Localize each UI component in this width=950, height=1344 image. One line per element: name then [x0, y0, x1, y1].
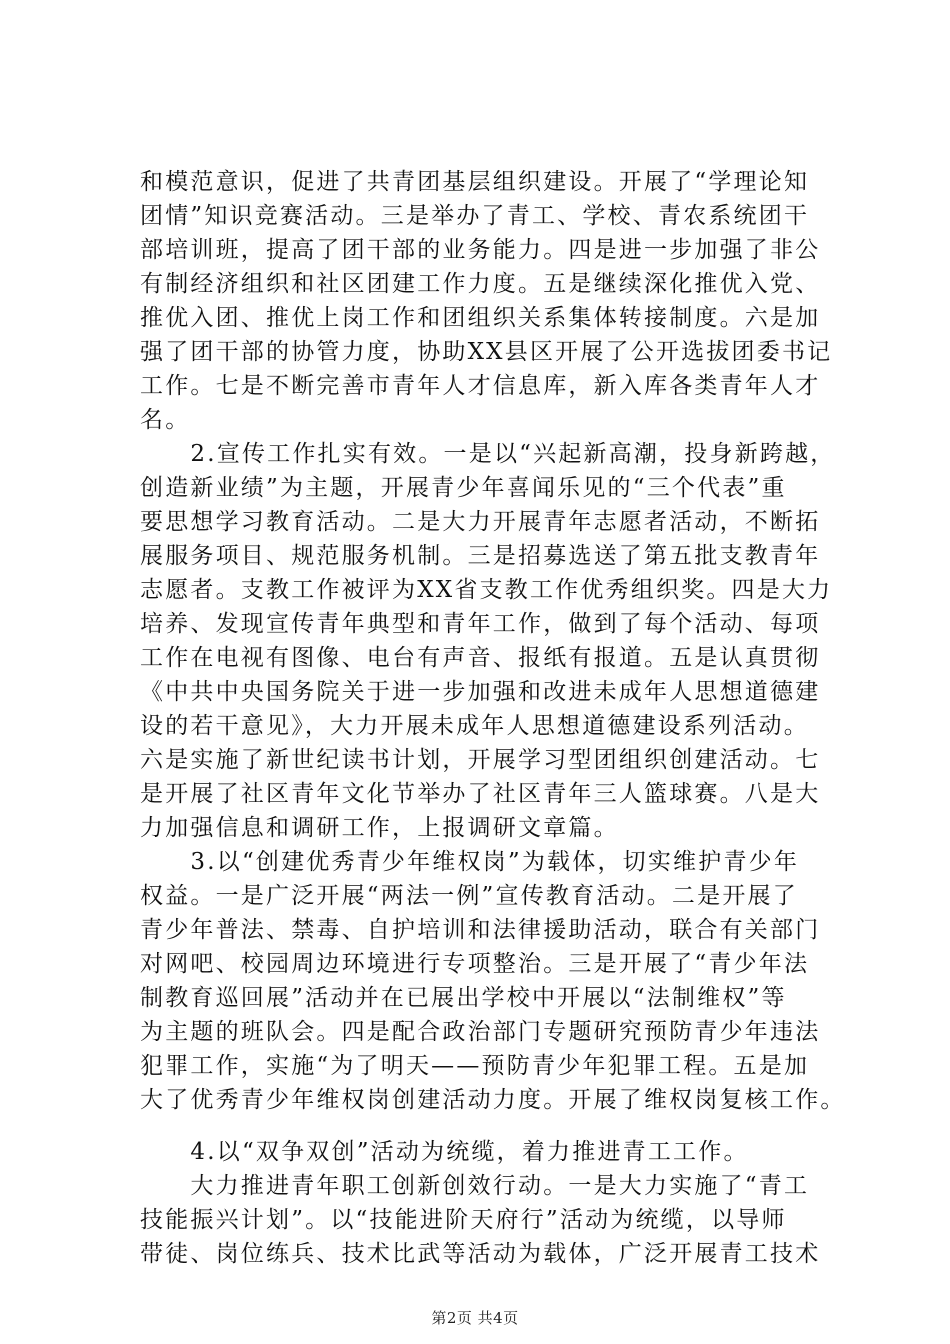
text-line: 3.以“创建优秀青少年维权岗”为载体，切实维护青少年 — [140, 849, 800, 875]
text-line: 大力推进青年职工创新创效行动。一是大力实施了“青工 — [140, 1173, 810, 1199]
text-line: 六是实施了新世纪读书计划，开展学习型团组织创建活动。七 — [140, 747, 821, 773]
text-line: 带徒、岗位练兵、技术比武等活动为载体，广泛开展青工技术 — [140, 1241, 821, 1267]
text-line: 对网吧、校园周边环境进行专项整治。三是开展了“青少年法 — [140, 951, 810, 977]
text-line: 设的若干意见》，大力开展未成年人思想道德建设系列活动。 — [140, 713, 809, 739]
text-line: 名。 — [140, 407, 191, 433]
text-line: 《中共中央国务院关于进一步加强和改进未成年人思想道德建 — [140, 679, 821, 705]
text-line: 力加强信息和调研工作，上报调研文章篇。 — [140, 815, 619, 841]
text-line: 志愿者。支教工作被评为XX省支教工作优秀组织奖。四是大力 — [140, 577, 833, 603]
text-line: 4.以“双争双创”活动为统缆，着力推进青工工作。 — [140, 1139, 749, 1165]
text-line: 创造新业绩”为主题，开展青少年喜闻乐见的“三个代表”重 — [140, 475, 787, 501]
text-line: 团情”知识竞赛活动。三是举办了青工、学校、青农系统团干 — [140, 203, 810, 229]
text-line: 工作在电视有图像、电台有声音、报纸有报道。五是认真贯彻 — [140, 645, 821, 671]
text-line: 青少年普法、禁毒、自护培训和法律援助活动，联合有关部门 — [140, 917, 821, 943]
text-line: 大了优秀青少年维权岗创建活动力度。开展了维权岗复核工作。 — [140, 1087, 846, 1113]
text-line: 和模范意识，促进了共青团基层组织建设。开展了“学理论知 — [140, 169, 810, 195]
text-line: 强了团干部的协管力度，协助XX县区开展了公开选拔团委书记 — [140, 339, 833, 365]
text-line: 展服务项目、规范服务机制。三是招募选送了第五批支教青年 — [140, 543, 821, 569]
text-line: 要思想学习教育活动。二是大力开展青年志愿者活动，不断拓 — [140, 509, 821, 535]
text-line: 为主题的班队会。四是配合政治部门专题研究预防青少年违法 — [140, 1019, 821, 1045]
text-line: 部培训班，提高了团干部的业务能力。四是进一步加强了非公 — [140, 237, 821, 263]
text-line: 推优入团、推优上岗工作和团组织关系集体转接制度。六是加 — [140, 305, 821, 331]
text-line: 犯罪工作，实施“为了明天——预防青少年犯罪工程。五是加 — [140, 1053, 810, 1079]
text-line: 权益。一是广泛开展“两法一例”宣传教育活动。二是开展了 — [140, 883, 798, 909]
text-line: 培养、发现宣传青年典型和青年工作，做到了每个活动、每项 — [140, 611, 821, 637]
text-line: 2.宣传工作扎实有效。一是以“兴起新高潮，投身新跨越， — [140, 441, 836, 467]
page-footer: 第2页 共4页 — [431, 1309, 519, 1327]
text-line: 技能振兴计划”。以“技能进阶天府行”活动为统缆，以导师 — [140, 1207, 787, 1233]
text-line: 有制经济组织和社区团建工作力度。五是继续深化推优入党、 — [140, 271, 821, 297]
text-line: 制教育巡回展”活动并在已展出学校中开展以“法制维权”等 — [140, 985, 787, 1011]
text-line: 是开展了社区青年文化节举办了社区青年三人篮球赛。八是大 — [140, 781, 821, 807]
text-line: 工作。七是不断完善市青年人才信息库，新入库各类青年人才 — [140, 373, 821, 399]
